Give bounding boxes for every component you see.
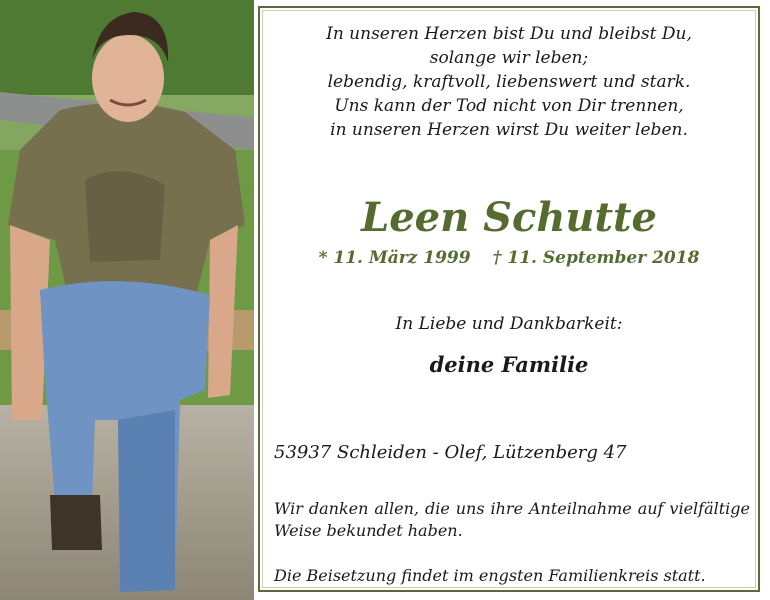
poem-line: lebendig, kraftvoll, liebenswert und stark. bbox=[327, 72, 691, 92]
family-signature: deine Familie bbox=[429, 352, 589, 377]
portrait-photo bbox=[0, 0, 254, 600]
dedication-line: In Liebe und Dankbarkeit: bbox=[395, 314, 623, 334]
poem-line: in unseren Herzen wirst Du weiter leben. bbox=[330, 120, 688, 140]
deceased-name: Leen Schutte bbox=[361, 194, 657, 241]
poem-line: In unseren Herzen bist Du und bleibst Du, bbox=[326, 24, 692, 44]
death-date: † 11. September 2018 bbox=[492, 248, 700, 268]
thanks-text: Wir danken allen, die uns ihre Anteilnahme auf vielfältige Weise bekundet haben. bbox=[274, 499, 750, 540]
funeral-notice: Die Beisetzung findet im engsten Familienkreis statt. bbox=[274, 566, 706, 585]
birth-date: * 11. März 1999 bbox=[318, 248, 471, 268]
obituary-card bbox=[258, 6, 760, 592]
life-dates bbox=[260, 248, 758, 268]
address: 53937 Schleiden - Olef, Lützenberg 47 bbox=[274, 442, 627, 463]
poem-line: Uns kann der Tod nicht von Dir trennen, bbox=[334, 96, 684, 116]
poem-line: solange wir leben; bbox=[429, 48, 589, 68]
portrait-illustration bbox=[0, 0, 254, 600]
memorial-poem bbox=[260, 22, 758, 142]
